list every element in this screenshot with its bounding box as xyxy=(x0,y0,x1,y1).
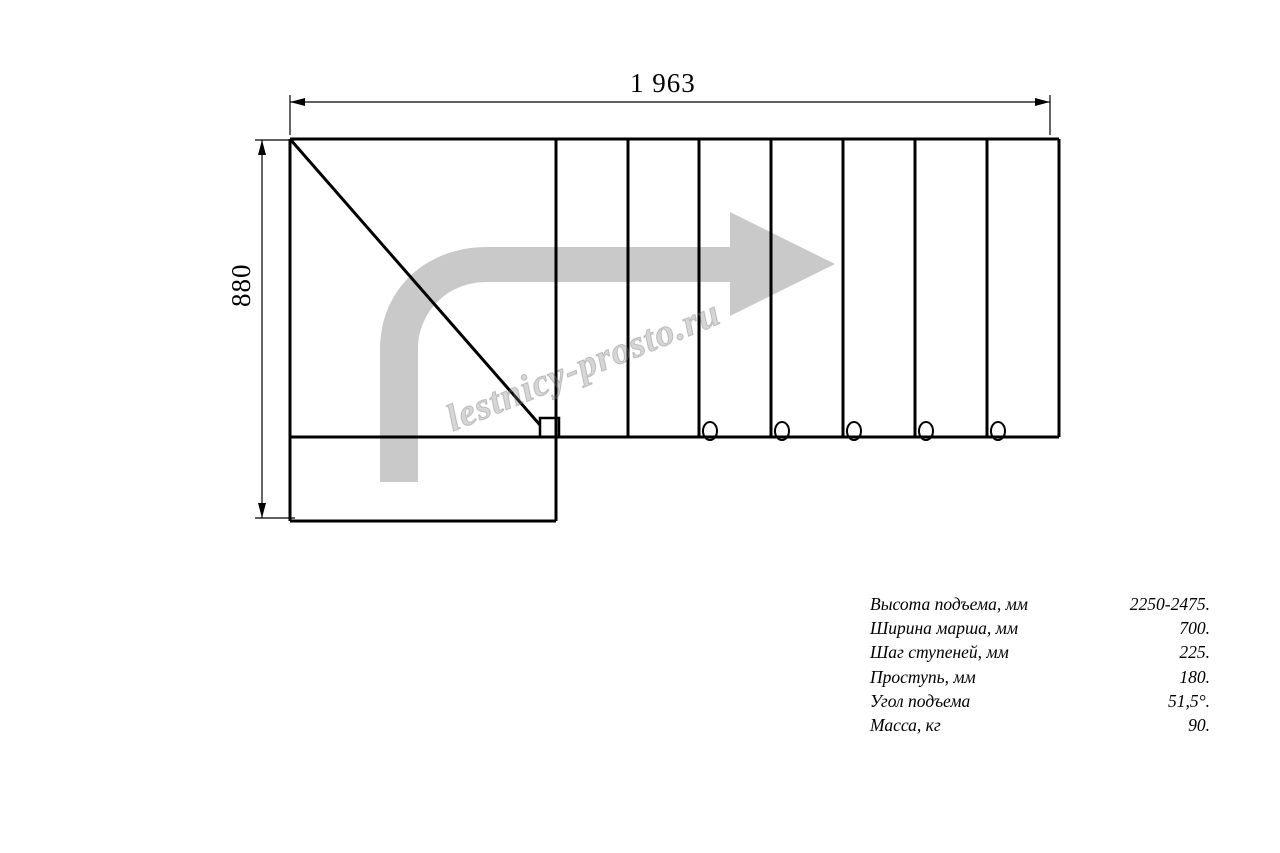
spec-name: Ширина марша, мм xyxy=(870,618,1019,639)
spec-name: Угол подъема xyxy=(870,690,971,711)
spec-name: Масса, кг xyxy=(870,715,941,736)
table-row xyxy=(870,689,1210,713)
spec-name: Высота подъема, мм xyxy=(870,594,1028,614)
direction-of-travel-arrow xyxy=(380,212,835,482)
step-riser-lines xyxy=(556,139,987,437)
dimension-width-label: 1 963 xyxy=(630,68,696,98)
spec-name: Шаг ступеней, мм xyxy=(870,642,1009,663)
spec-value: 51,5°. xyxy=(1168,690,1210,711)
dimension-width xyxy=(290,95,1050,135)
spec-value: 180. xyxy=(1179,666,1210,687)
spec-name: Проступь, мм xyxy=(870,666,976,687)
table-row xyxy=(870,665,1210,689)
spec-value: 700. xyxy=(1179,618,1210,639)
spec-value: 225. xyxy=(1179,642,1210,663)
watermark-text: lestnicy-prosto.ru xyxy=(440,291,727,440)
spec-value: 2250-2475. xyxy=(1129,594,1210,614)
table-row xyxy=(870,592,1210,616)
specifications-table xyxy=(870,592,1210,737)
table-row xyxy=(870,713,1210,737)
table-row xyxy=(870,616,1210,640)
table-row xyxy=(870,640,1210,664)
spec-value: 90. xyxy=(1188,715,1210,736)
dimension-depth-label: 880 xyxy=(226,263,256,307)
